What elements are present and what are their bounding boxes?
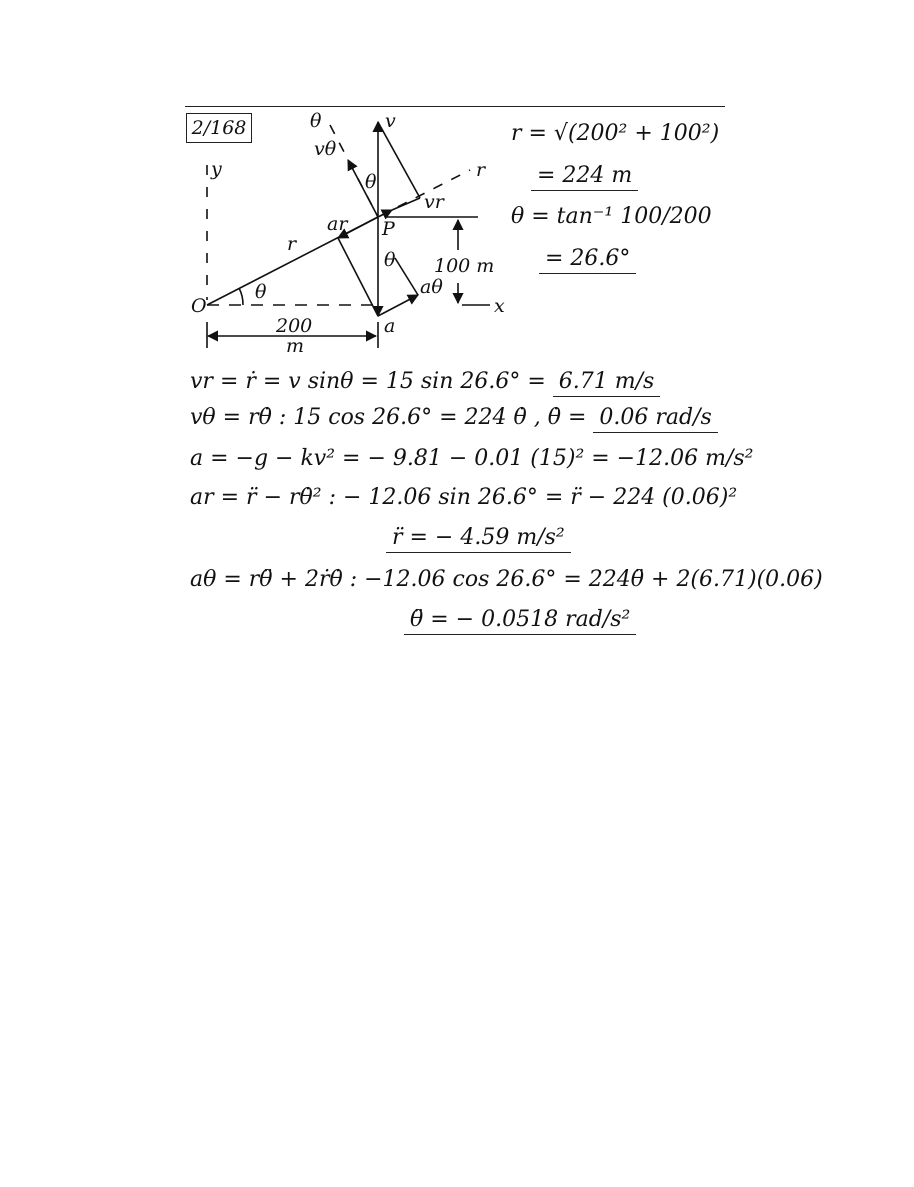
eq-a: a = −g − kv² = − 9.81 − 0.01 (15)² = −12.06 m/s²: [190, 446, 754, 471]
v-r-label: vr: [424, 191, 444, 213]
base-value-label: 200: [276, 315, 313, 337]
base-unit-label: m: [286, 335, 305, 357]
r-line-label: r: [476, 159, 486, 181]
a-theta-vector: [378, 295, 418, 316]
height-label: 100 m: [434, 255, 495, 277]
result-vr: 6.71 m/s: [553, 369, 661, 397]
problem-number: 2/168: [186, 113, 252, 143]
theta-arc: [239, 288, 243, 305]
theta-label-top: θ: [310, 110, 322, 132]
velocity-label: v: [385, 110, 396, 132]
v-theta-label: vθ: [314, 138, 337, 160]
eq-ar: ar = r̈ − rθ̇² : − 12.06 sin 26.6° = r̈ − 224 (0.06)²: [190, 485, 738, 510]
a-theta-label: aθ: [420, 276, 443, 298]
r-distance-label: r: [287, 233, 297, 255]
v-r-vector: [378, 210, 392, 217]
r-formula: r = √(200² + 100²): [511, 121, 720, 146]
a-r-label: ar: [327, 213, 348, 235]
eq-vtheta: vθ = rθ̇ : 15 cos 26.6° = 224 θ̇ , θ̇ = 0.06 rad/s: [190, 404, 718, 432]
theta-label-upper: θ: [365, 171, 377, 193]
theta-value: = 26.6°: [539, 245, 636, 273]
theta-label-origin: θ: [255, 281, 267, 303]
theta-label-lower: θ: [384, 249, 396, 271]
theta-formula: θ = tan⁻¹ 100/200: [511, 204, 712, 229]
eq-atheta: aθ = rθ̈ + 2ṙθ̇ : −12.06 cos 26.6° = 224θ̈ + 2(6.71)(0.06): [190, 567, 823, 592]
eq-vr: vr = ṙ = v sinθ = 15 sin 26.6° = 6.71 m/s: [190, 368, 660, 396]
result-thetadot: 0.06 rad/s: [593, 405, 717, 433]
r-value: = 224 m: [531, 162, 638, 190]
result-rddot: r̈ = − 4.59 m/s²: [386, 524, 571, 552]
point-p-label: P: [382, 218, 395, 240]
x-axis-label: x: [494, 295, 505, 317]
origin-label: O: [191, 295, 207, 317]
result-thetaddot: θ̈ = − 0.0518 rad/s²: [404, 606, 636, 634]
y-axis-label: y: [211, 158, 222, 180]
acceleration-label: a: [384, 315, 396, 337]
